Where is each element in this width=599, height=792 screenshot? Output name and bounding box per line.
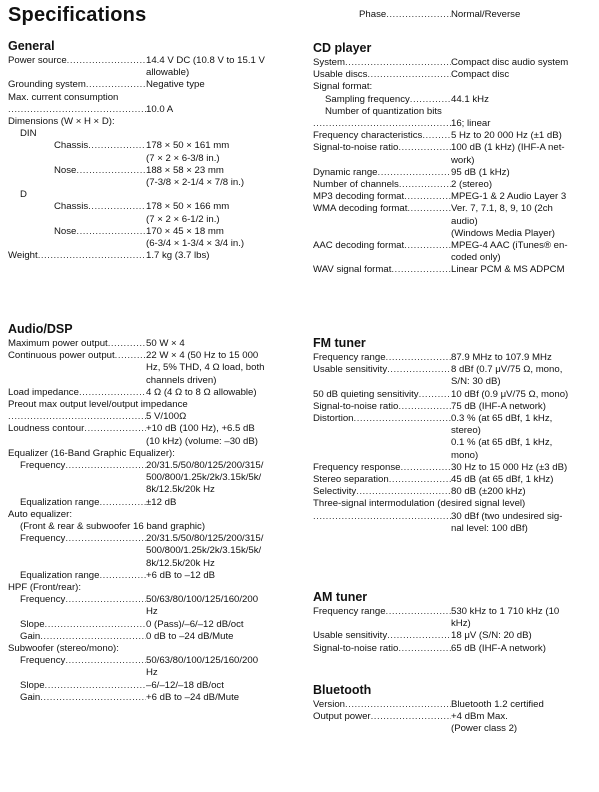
- spec-value: 5 Hz to 20 000 Hz (±1 dB): [451, 130, 562, 142]
- spec-label-text: MP3 decoding format: [313, 191, 405, 203]
- leader-dots: [422, 130, 451, 142]
- spec-label: [313, 179, 451, 191]
- leader-dots: [371, 711, 451, 735]
- leader-dots: [38, 250, 146, 262]
- spec-row: [313, 486, 595, 498]
- spec-row: [8, 448, 298, 460]
- spec-value: Negative type: [146, 79, 205, 91]
- leader-dots: [386, 9, 451, 21]
- spec-heading: Max. current consumption: [8, 91, 119, 103]
- spec-label: [313, 486, 451, 498]
- leader-dots: [86, 79, 146, 91]
- spec-label-text: Stereo separation: [313, 474, 389, 486]
- spec-row: [313, 413, 595, 462]
- spec-value: 87.9 MHz to 107.9 MHz: [451, 352, 552, 363]
- spec-label-text: Signal-to-noise ratio: [313, 642, 399, 654]
- spec-label-text: Continuous power output: [8, 350, 115, 362]
- spec-row: [313, 57, 595, 69]
- spec-row: [8, 165, 298, 189]
- spec-label-text: Equalization range: [20, 569, 100, 581]
- spec-label-text: Chassis: [54, 201, 89, 213]
- spec-label: [313, 364, 451, 388]
- spec-value: 20/31.5/50/80/125/200/315/ 500/800/1.25k/2k/3.15k/5k/ 8k/12.5k/20k Hz: [146, 533, 264, 569]
- spec-row: [8, 338, 298, 350]
- spec-label: [313, 203, 451, 240]
- spec-heading: DIN: [20, 128, 37, 140]
- spec-row: [313, 364, 595, 388]
- leader-dots: [386, 606, 451, 630]
- leader-dots: [40, 692, 146, 704]
- leader-dots: [65, 594, 146, 618]
- spec-value: Compact disc audio system: [451, 57, 569, 68]
- section-title: Bluetooth: [313, 683, 372, 697]
- spec-label: [8, 140, 146, 164]
- spec-label-text: System: [313, 57, 345, 68]
- spec-label: [313, 462, 451, 474]
- spec-row: [313, 511, 595, 535]
- leader-dots: [399, 179, 451, 191]
- spec-row: [313, 401, 595, 413]
- spec-row: [8, 350, 298, 387]
- spec-label-text: Sampling frequency: [325, 93, 410, 105]
- spec-label-text: WAV signal format: [313, 264, 392, 276]
- spec-label: [8, 655, 146, 679]
- spec-value: 22 W × 4 (50 Hz to 15 000 Hz, 5% THD, 4 Ω load, both channels driven): [146, 350, 265, 386]
- spec-row: [8, 411, 298, 423]
- spec-row: [313, 474, 595, 486]
- spec-value: 1.7 kg (3.7 lbs): [146, 250, 210, 262]
- spec-value: ±12 dB: [146, 496, 177, 508]
- spec-label: [8, 460, 146, 497]
- spec-label: [313, 94, 451, 106]
- leader-dots: [356, 486, 451, 498]
- spec-value: +4 dBm Max. (Power class 2): [451, 711, 518, 735]
- spec-row: [8, 423, 298, 447]
- spec-label: [313, 69, 451, 81]
- spec-value: 0 dB to –24 dB/Mute: [146, 630, 234, 642]
- spec-heading: Signal format:: [313, 81, 373, 93]
- spec-label-text: Output power: [313, 711, 371, 723]
- spec-row: [313, 699, 595, 711]
- spec-row: [313, 606, 595, 630]
- spec-label-text: Frequency: [20, 533, 66, 545]
- spec-heading: Auto equalizer:: [8, 508, 72, 520]
- spec-row: [313, 142, 595, 166]
- spec-value: 18 μV (S/N: 20 dB): [451, 630, 532, 642]
- spec-value: 530 kHz to 1 710 kHz (10 kHz): [451, 606, 560, 630]
- leader-dots: [389, 474, 451, 486]
- spec-row: [8, 521, 298, 533]
- spec-heading: (Front & rear & subwoofer 16 band graphic): [20, 521, 206, 533]
- spec-value: 188 × 58 × 23 mm (7-3/8 × 2-1/4 × 7/8 in.): [146, 164, 245, 189]
- section-general: [8, 38, 298, 262]
- spec-label: [8, 631, 146, 643]
- leader-dots: [398, 401, 451, 413]
- spec-value: 10 dBf (0.9 μV/75 Ω, mono): [451, 388, 569, 400]
- spec-row: [8, 92, 298, 104]
- spec-label: [313, 401, 451, 413]
- spec-value: 20/31.5/50/80/125/200/315/ 500/800/1.25k/2k/3.15k/5k/ 8k/12.5k/20k Hz: [146, 460, 264, 496]
- spec-row: [313, 69, 595, 81]
- spec-label: [8, 79, 146, 91]
- spec-row: [313, 94, 595, 106]
- spec-label-text: Frequency: [20, 460, 66, 472]
- leader-dots: [398, 643, 451, 655]
- spec-label: [8, 594, 146, 618]
- spec-label: [313, 191, 451, 203]
- spec-value: 14.4 V DC (10.8 V to 15.1 V allowable): [146, 55, 265, 79]
- spec-label-text: Grounding system: [8, 79, 86, 91]
- spec-label-text: 50 dB quieting sensitivity: [313, 388, 419, 400]
- spec-label-text: Nose: [54, 164, 77, 176]
- leader-dots: [67, 55, 146, 79]
- spec-row: [8, 631, 298, 643]
- spec-label-text: AAC decoding format: [313, 240, 405, 252]
- spec-label-text: Frequency: [20, 655, 66, 667]
- spec-label: [313, 240, 451, 264]
- spec-value: MPEG-1 & 2 Audio Layer 3: [451, 191, 567, 203]
- spec-row: [8, 399, 298, 411]
- spec-label: [313, 389, 451, 401]
- leader-dots: [367, 69, 451, 81]
- spec-row: [8, 140, 298, 164]
- spec-row: [8, 460, 298, 497]
- spec-row: [8, 250, 298, 262]
- spec-label-text: Signal-to-noise ratio: [313, 142, 399, 154]
- spec-label: [313, 57, 451, 69]
- spec-row: [313, 352, 595, 364]
- spec-value: +6 dB to –24 dB/Mute: [146, 691, 240, 703]
- spec-label: [313, 118, 451, 130]
- spec-value: 4 Ω (4 Ω to 8 Ω allowable): [146, 386, 257, 398]
- spec-heading: Number of quantization bits: [325, 105, 442, 117]
- spec-row: [313, 9, 595, 21]
- spec-label: [8, 533, 146, 570]
- spec-label: [8, 619, 146, 631]
- spec-row: [8, 79, 298, 91]
- spec-value: 178 × 50 × 166 mm (7 × 2 × 6-1/2 in.): [146, 201, 230, 225]
- spec-heading: Preout max output level/output impedance: [8, 399, 188, 411]
- spec-label: [313, 142, 451, 166]
- spec-row: [313, 643, 595, 655]
- spec-label: [313, 630, 451, 642]
- spec-label-text: Dynamic range: [313, 166, 378, 178]
- spec-label-text: Maximum power output: [8, 338, 108, 349]
- spec-label: [8, 423, 146, 447]
- spec-label-text: WMA decoding format: [313, 203, 408, 215]
- spec-label: [313, 711, 451, 735]
- section-fm-tuner: [313, 335, 595, 535]
- spec-row: [8, 680, 298, 692]
- leader-dots: [410, 94, 451, 106]
- leader-dots: [99, 497, 146, 509]
- spec-row: [313, 711, 595, 735]
- leader-dots: [398, 142, 451, 166]
- spec-row: [8, 226, 298, 250]
- spec-label-text: Slope: [20, 679, 45, 691]
- spec-label-text: Frequency: [20, 594, 66, 606]
- leader-dots: [76, 226, 146, 250]
- leader-dots: [45, 680, 146, 692]
- spec-value: 50 W × 4: [146, 338, 185, 349]
- spec-row: [313, 498, 595, 510]
- spec-label-text: Equalization range: [20, 496, 100, 508]
- spec-value: 50/63/80/100/125/160/200 Hz: [146, 655, 259, 679]
- leader-dots: [88, 140, 146, 164]
- spec-label-text: Loudness contour: [8, 423, 85, 435]
- spec-row: [313, 630, 595, 642]
- spec-label: [8, 497, 146, 509]
- leader-dots: [108, 338, 146, 350]
- spec-label-text: Phase: [359, 9, 387, 20]
- spec-label: [313, 413, 451, 462]
- leader-dots: [65, 460, 146, 497]
- leader-dots: [313, 118, 451, 130]
- spec-row: [8, 128, 298, 140]
- spec-label: [8, 570, 146, 582]
- spec-row: [313, 264, 595, 276]
- spec-row: [313, 106, 595, 118]
- leader-dots: [76, 165, 146, 189]
- spec-row: [313, 179, 595, 191]
- spec-label-text: Frequency range: [313, 606, 386, 617]
- leader-dots: [84, 423, 146, 447]
- spec-label-text: Usable sensitivity: [313, 364, 388, 376]
- leader-dots: [99, 570, 146, 582]
- leader-dots: [387, 364, 451, 388]
- section-cd-player: [313, 40, 595, 277]
- leader-dots: [8, 104, 146, 116]
- section-am-tuner: [313, 589, 595, 655]
- leader-dots: [387, 630, 451, 642]
- spec-value: 8 dBf (0.7 μV/75 Ω, mono, S/N: 30 dB): [451, 364, 563, 388]
- spec-row: [313, 167, 595, 179]
- spec-label-text: Weight: [8, 250, 38, 262]
- spec-label: [8, 55, 146, 79]
- spec-label-text: Usable discs: [313, 69, 368, 81]
- page-title: Specifications: [8, 4, 147, 26]
- spec-label: [8, 250, 146, 262]
- leader-dots: [45, 619, 146, 631]
- spec-value: Linear PCM & MS ADPCM: [451, 264, 565, 276]
- spec-row: [313, 118, 595, 130]
- spec-label: [313, 699, 451, 711]
- spec-label-text: Frequency characteristics: [313, 130, 423, 142]
- leader-dots: [88, 201, 146, 225]
- spec-value: Bluetooth 1.2 certified: [451, 699, 544, 710]
- leader-dots: [354, 413, 451, 462]
- spec-value: 44.1 kHz: [451, 93, 489, 105]
- spec-label: [313, 606, 451, 630]
- spec-value: 16; linear: [451, 118, 491, 130]
- spec-row: [8, 692, 298, 704]
- spec-label-text: Version: [313, 699, 345, 710]
- spec-value: 2 (stereo): [451, 179, 493, 191]
- leader-dots: [378, 167, 451, 179]
- spec-row: [8, 116, 298, 128]
- spec-label-text: Frequency response: [313, 461, 401, 473]
- spec-label-text: Load impedance: [8, 386, 79, 398]
- spec-label: [313, 474, 451, 486]
- leader-dots: [404, 240, 451, 264]
- spec-row: [8, 201, 298, 225]
- spec-value: 100 dB (1 kHz) (IHF-A net- work): [451, 142, 565, 166]
- spec-value: MPEG-4 AAC (iTunes® en- coded only): [451, 240, 568, 264]
- spec-value: 170 × 45 × 18 mm (6-3/4 × 1-3/4 × 3/4 in.): [146, 225, 245, 250]
- section-title: AM tuner: [313, 590, 368, 604]
- spec-label: [8, 226, 146, 250]
- leader-dots: [79, 387, 146, 399]
- spec-value: +10 dB (100 Hz), +6.5 dB (10 kHz) (volume: –30 dB): [146, 423, 258, 447]
- spec-label-text: Frequency range: [313, 352, 386, 363]
- spec-row: [8, 387, 298, 399]
- spec-label-text: Chassis: [54, 140, 89, 152]
- spec-label: [8, 411, 146, 423]
- spec-row: [8, 189, 298, 201]
- spec-heading: Three-signal intermodulation (desired signal level): [313, 498, 526, 510]
- spec-value: 30 Hz to 15 000 Hz (±3 dB): [451, 461, 568, 473]
- spec-label-text: Signal-to-noise ratio: [313, 400, 399, 412]
- spec-row: [313, 240, 595, 264]
- spec-label-text: Selectivity: [313, 486, 357, 498]
- spec-row: [8, 643, 298, 655]
- spec-label-text: Slope: [20, 618, 45, 630]
- spec-value: +6 dB to –12 dB: [146, 569, 216, 581]
- spec-label: [8, 104, 146, 116]
- section-title: FM tuner: [313, 336, 366, 350]
- spec-label-text: Gain: [20, 691, 41, 703]
- spec-value: 0.3 % (at 65 dBf, 1 kHz, stereo) 0.1 % (at 65 dBf, 1 kHz, mono): [451, 413, 553, 461]
- spec-value: 95 dB (1 kHz): [451, 166, 510, 178]
- leader-dots: [400, 462, 451, 474]
- spec-label: [8, 387, 146, 399]
- spec-value: 5 V/100Ω: [146, 411, 187, 423]
- spec-row: [313, 389, 595, 401]
- spec-label: [313, 352, 451, 364]
- spec-label-text: Power source: [8, 55, 67, 66]
- leader-dots: [345, 699, 451, 711]
- spec-value: 10.0 A: [146, 103, 174, 115]
- spec-label: [313, 9, 451, 21]
- spec-row: [8, 655, 298, 679]
- spec-label: [313, 643, 451, 655]
- leader-dots: [386, 352, 451, 364]
- spec-row: [313, 191, 595, 203]
- spec-row: [8, 533, 298, 570]
- spec-row: [8, 570, 298, 582]
- section-title: CD player: [313, 41, 372, 55]
- spec-value: Compact disc: [451, 69, 510, 81]
- spec-row: [8, 594, 298, 618]
- spec-row: [8, 104, 298, 116]
- leader-dots: [65, 655, 146, 679]
- leader-dots: [65, 533, 146, 570]
- spec-label-text: Usable sensitivity: [313, 630, 388, 642]
- spec-label-text: Number of channels: [313, 179, 399, 191]
- section-title: Audio/DSP: [8, 322, 73, 336]
- spec-value: –6/–12/–18 dB/oct: [146, 679, 224, 691]
- leader-dots: [404, 191, 451, 203]
- leader-dots: [391, 264, 451, 276]
- spec-label-text: Distortion: [313, 413, 354, 425]
- spec-label: [313, 264, 451, 276]
- spec-row: [8, 619, 298, 631]
- spec-row: [8, 582, 298, 594]
- spec-value: Ver. 7, 7.1, 8, 9, 10 (2ch audio) (Windows Media Player): [451, 203, 555, 239]
- leader-dots: [419, 389, 451, 401]
- spec-row: [8, 509, 298, 521]
- spec-row: [8, 497, 298, 509]
- spec-row: [8, 55, 298, 79]
- leader-dots: [8, 411, 146, 423]
- spec-heading: Equalizer (16-Band Graphic Equalizer):: [8, 447, 175, 459]
- section-continued: [313, 9, 595, 21]
- spec-label: [8, 338, 146, 350]
- leader-dots: [407, 203, 451, 240]
- spec-heading: HPF (Front/rear):: [8, 582, 82, 594]
- spec-row: [313, 81, 595, 93]
- spec-heading: D: [20, 189, 27, 201]
- section-audio-dsp: [8, 321, 298, 704]
- section-bluetooth: [313, 682, 595, 736]
- spec-value: 80 dB (±200 kHz): [451, 486, 526, 498]
- spec-value: 50/63/80/100/125/160/200 Hz: [146, 594, 259, 618]
- spec-label: [8, 692, 146, 704]
- leader-dots: [40, 631, 146, 643]
- spec-label-text: Gain: [20, 630, 41, 642]
- spec-value: 178 × 50 × 161 mm (7 × 2 × 6-3/8 in.): [146, 140, 230, 164]
- spec-label: [8, 680, 146, 692]
- spec-value: 75 dB (IHF-A network): [451, 400, 546, 412]
- spec-label: [8, 201, 146, 225]
- leader-dots: [345, 57, 451, 69]
- spec-value: 30 dBf (two undesired sig- nal level: 100 dBf): [451, 510, 563, 534]
- spec-label: [313, 511, 451, 535]
- leader-dots: [313, 511, 451, 535]
- spec-heading: Subwoofer (stereo/mono):: [8, 643, 119, 655]
- spec-label: [8, 165, 146, 189]
- spec-label-text: Nose: [54, 225, 77, 237]
- spec-label: [8, 350, 146, 387]
- spec-value: 45 dB (at 65 dBf, 1 kHz): [451, 474, 554, 486]
- spec-label: [313, 130, 451, 142]
- spec-value: 0 (Pass)/–6/–12 dB/oct: [146, 618, 244, 630]
- spec-row: [313, 462, 595, 474]
- section-title: General: [8, 39, 55, 53]
- spec-row: [313, 203, 595, 240]
- spec-value: 65 dB (IHF-A network): [451, 642, 546, 654]
- leader-dots: [115, 350, 146, 387]
- spec-heading: Dimensions (W × H × D):: [8, 116, 115, 128]
- spec-value: Normal/Reverse: [451, 9, 521, 20]
- spec-row: [313, 130, 595, 142]
- spec-label: [313, 167, 451, 179]
